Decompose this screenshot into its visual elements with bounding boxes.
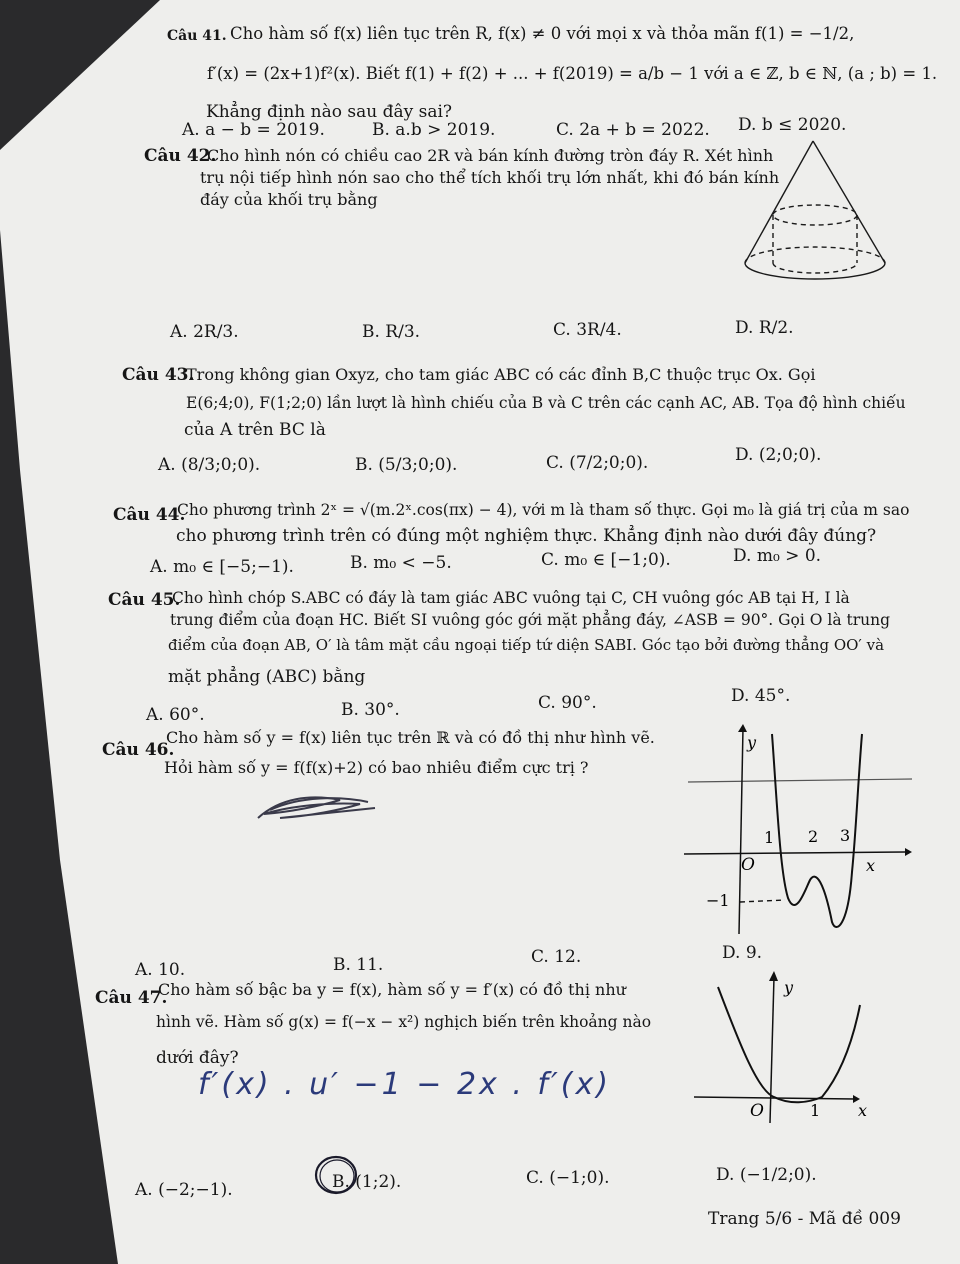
q41-question: Khẳng định nào sau đây sai? <box>206 102 453 122</box>
q41-option-b[interactable]: B. a.b > 2019. <box>372 120 496 140</box>
q44-option-d[interactable]: D. m₀ > 0. <box>733 546 822 566</box>
q45-text-line3: điểm của đoạn AB, O′ là tâm mặt cầu ngoại tiếp tứ diện SABI. Góc tạo bởi đường thẳng OO′ và <box>168 636 885 654</box>
cone-cylinder-figure <box>735 135 895 305</box>
q47-option-d[interactable]: D. (−1/2;0). <box>716 1165 817 1185</box>
q43-option-b[interactable]: B. (5/3;0;0). <box>355 455 458 475</box>
q44-option-b[interactable]: B. m₀ < −5. <box>350 553 452 573</box>
q46-label: Câu 46. <box>102 740 175 760</box>
answer-circle-mark <box>312 1152 360 1198</box>
q43-text-line3: của A trên BC là <box>184 420 326 440</box>
q43-label: Câu 43. <box>122 365 195 385</box>
q42-text-line3: đáy của khối trụ bằng <box>200 190 378 209</box>
q43-option-a[interactable]: A. (8/3;0;0). <box>158 455 261 475</box>
q45-option-d[interactable]: D. 45°. <box>731 686 791 706</box>
x-axis-label: x <box>858 1101 868 1120</box>
tick-label-1: 1 <box>764 828 775 847</box>
q46-option-c[interactable]: C. 12. <box>531 947 582 967</box>
q47-option-b[interactable]: B. (1;2). <box>332 1172 402 1192</box>
q41-label: Câu 41. <box>167 28 227 44</box>
q47-derivative-graph <box>690 965 890 1125</box>
tick-label-1: 1 <box>810 1101 821 1120</box>
q44-text-line1: Cho phương trình 2ˣ = √(m.2ˣ.cos(πx) − 4), với m là tham số thực. Gọi m₀ là giá trị của m sao <box>177 501 910 519</box>
tick-label-3: 3 <box>840 826 851 845</box>
q45-text-line1: Cho hình chóp S.ABC có đáy là tam giác ABC vuông tại C, CH vuông góc AB tại H, I là <box>172 589 850 607</box>
q46-graph <box>680 722 915 937</box>
q44-option-a[interactable]: A. m₀ ∈ [−5;−1). <box>150 557 294 577</box>
q46-option-a[interactable]: A. 10. <box>135 960 186 980</box>
q47-label: Câu 47. <box>95 988 168 1008</box>
q47-text-line3: dưới đây? <box>156 1048 239 1068</box>
q43-text-line1: Trong không gian Oxyz, cho tam giác ABC có các đỉnh B,C thuộc trục Ox. Gọi <box>186 365 816 384</box>
q46-option-d[interactable]: D. 9. <box>722 943 763 963</box>
q41-text-line1: Cho hàm số f(x) liên tục trên R, f(x) ≠ 0 với mọi x và thỏa mãn f(1) = −1/2, <box>230 24 855 43</box>
q45-text-line2: trung điểm của đoạn HC. Biết SI vuông góc gới mặt phẳng đáy, ∠ASB = 90°. Gọi O là trung <box>170 611 891 629</box>
q42-text-line2: trụ nội tiếp hình nón sao cho thể tích khối trụ lớn nhất, khi đó bán kính <box>200 168 780 187</box>
parabola-curve <box>718 987 860 1102</box>
q47-option-c[interactable]: C. (−1;0). <box>526 1168 610 1188</box>
q47-text-line2: hình vẽ. Hàm số g(x) = f(−x − x²) nghịch biến trên khoảng nào <box>156 1013 652 1031</box>
q41-option-d[interactable]: D. b ≤ 2020. <box>738 115 847 135</box>
q42-option-c[interactable]: C. 3R/4. <box>553 320 622 340</box>
q41-option-a[interactable]: A. a − b = 2019. <box>182 120 325 140</box>
horizontal-guide-line <box>688 779 912 782</box>
q44-option-c[interactable]: C. m₀ ∈ [−1;0). <box>541 550 671 570</box>
q44-text-line2: cho phương trình trên có đúng một nghiệm thực. Khẳng định nào dưới đây đúng? <box>176 526 877 546</box>
q41-option-c[interactable]: C. 2a + b = 2022. <box>556 120 710 140</box>
tick-label-neg1: −1 <box>706 891 730 910</box>
q47-text-line1: Cho hàm số bậc ba y = f(x), hàm số y = f′(x) có đồ thị như <box>158 980 626 999</box>
tick-label-2: 2 <box>808 827 819 846</box>
q42-option-a[interactable]: A. 2R/3. <box>170 322 239 342</box>
q46-text-line2: Hỏi hàm số y = f(f(x)+2) có bao nhiêu điểm cực trị ? <box>164 758 589 777</box>
x-axis <box>684 852 905 854</box>
q46-text-line1: Cho hàm số y = f(x) liên tục trên ℝ và có đồ thị như hình vẽ. <box>166 728 655 747</box>
origin-label: O <box>750 1101 764 1121</box>
q41-text-line2: f′(x) = (2x+1)f²(x). Biết f(1) + f(2) + ... + f(2019) = a/b − 1 với a ∈ ℤ, b ∈ ℕ, (a ; b) = 1. <box>207 64 938 83</box>
y-axis-label: y <box>784 978 794 997</box>
x-axis-label: x <box>866 856 876 875</box>
q46-option-b[interactable]: B. 11. <box>333 955 384 975</box>
q45-text-line4: mặt phẳng (ABC) bằng <box>168 667 366 687</box>
q42-label: Câu 42. <box>144 146 217 166</box>
q44-label: Câu 44. <box>113 505 186 525</box>
q42-option-d[interactable]: D. R/2. <box>735 318 794 338</box>
q47-option-a[interactable]: A. (−2;−1). <box>135 1180 233 1200</box>
origin-label: O <box>741 855 755 875</box>
page-footer: Trang 5/6 - Mã đề 009 <box>708 1209 901 1229</box>
q43-option-d[interactable]: D. (2;0;0). <box>735 445 822 465</box>
q43-text-line2: E(6;4;0), F(1;2;0) lần lượt là hình chiếu của B và C trên các cạnh AC, AB. Tọa độ hình chiếu <box>186 394 906 412</box>
scribble-mark <box>250 788 390 828</box>
q45-label: Câu 45. <box>108 590 181 610</box>
q45-option-c[interactable]: C. 90°. <box>538 693 597 713</box>
q45-option-b[interactable]: B. 30°. <box>341 700 400 720</box>
q45-option-a[interactable]: A. 60°. <box>146 705 205 725</box>
q42-option-b[interactable]: B. R/3. <box>362 322 421 342</box>
y-axis <box>739 728 743 934</box>
q42-text-line1: Cho hình nón có chiều cao 2R và bán kính đường tròn đáy R. Xét hình <box>207 146 774 165</box>
y-axis <box>770 977 774 1123</box>
q43-option-c[interactable]: C. (7/2;0;0). <box>546 453 649 473</box>
y-axis-label: y <box>747 733 757 752</box>
handwritten-note: f′(x) . u′ −1 − 2x . f′(x) <box>198 1067 611 1102</box>
